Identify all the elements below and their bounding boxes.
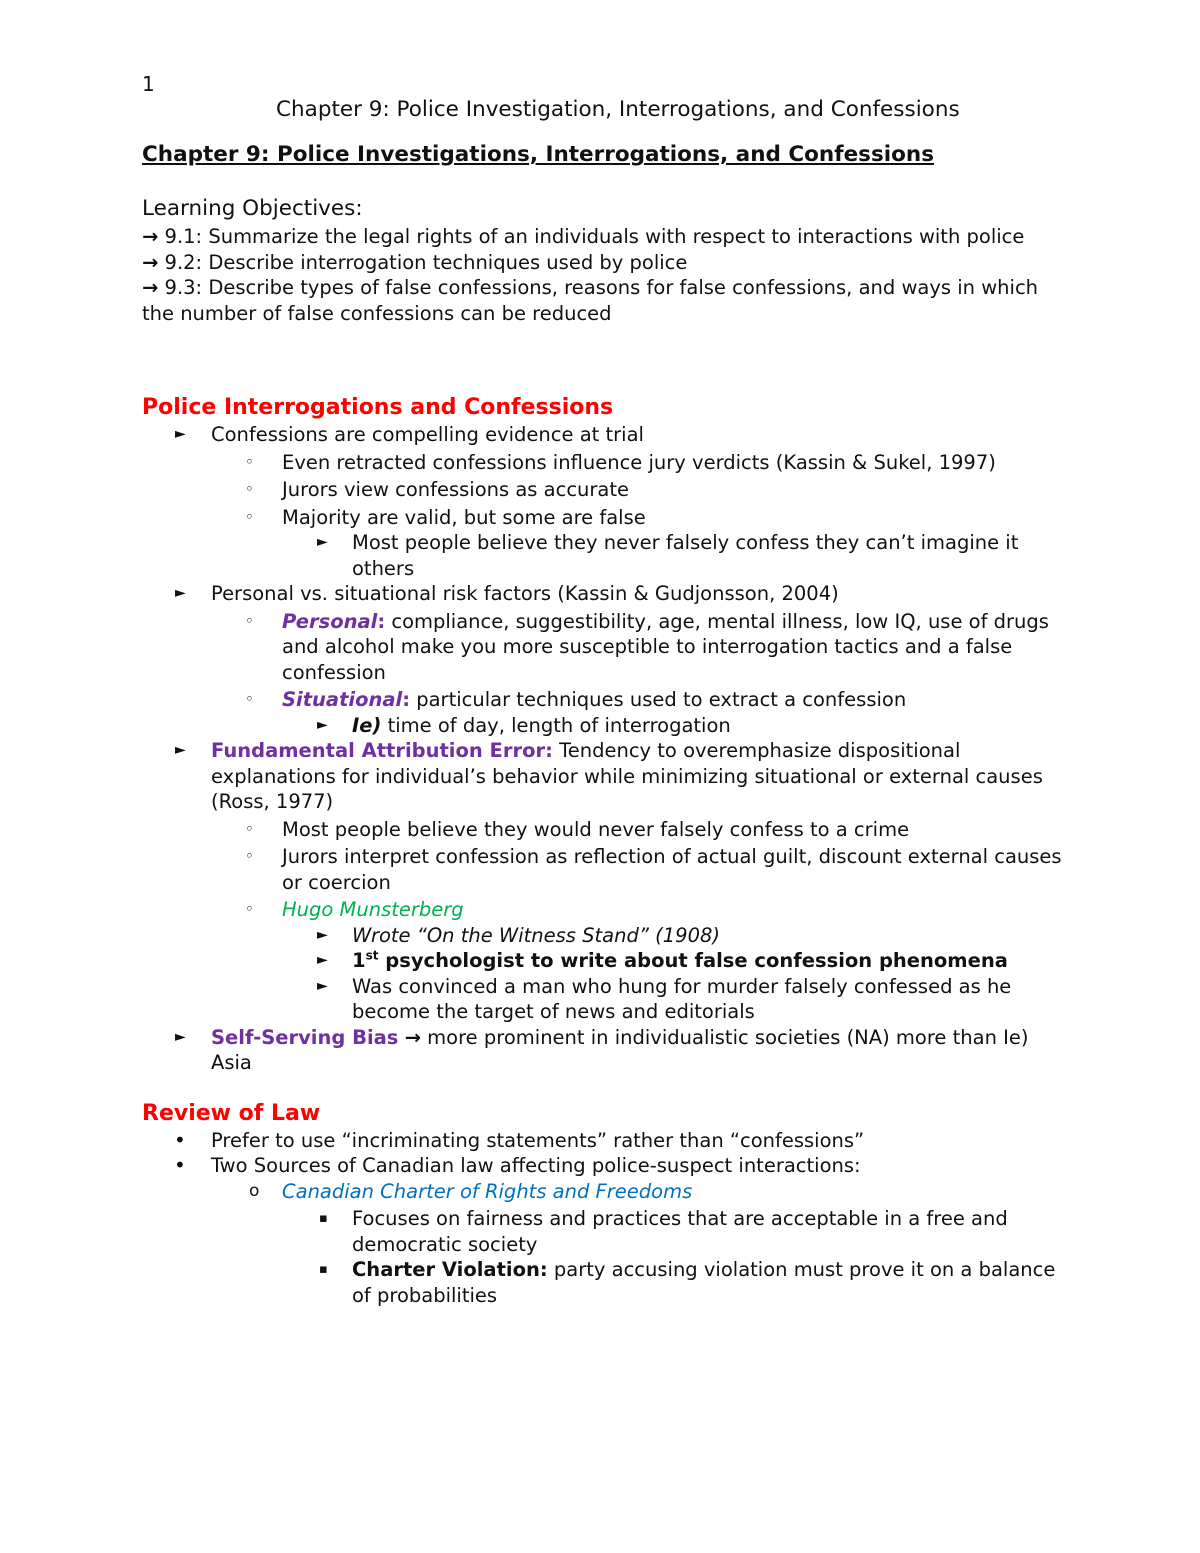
square-bullet-icon: ▪ bbox=[319, 1262, 328, 1277]
arrow-icon: → bbox=[142, 250, 159, 274]
list-item: ► Personal vs. situational risk factors (Kassin & Gudjonsson, 2004) bbox=[175, 582, 839, 605]
objective-9-2: → 9.2: Describe interrogation techniques used by police bbox=[142, 250, 688, 274]
triangle-bullet-icon: ► bbox=[317, 926, 328, 943]
square-bullet-icon: ▪ bbox=[319, 1211, 328, 1226]
document-body bbox=[142, 140, 1062, 1308]
term-charter-violation: Charter Violation: bbox=[352, 1258, 548, 1281]
list-item: ► Ie) time of day, length of interrogation bbox=[317, 713, 731, 737]
learning-objectives-heading: Learning Objectives: bbox=[142, 196, 363, 221]
term-personal: Personal bbox=[282, 609, 378, 633]
section-heading-interrogations: Police Interrogations and Confessions bbox=[142, 395, 614, 420]
circle-bullet-icon: ◦ bbox=[245, 452, 254, 471]
arrow-icon: → bbox=[404, 1025, 421, 1049]
dot-bullet-icon: • bbox=[174, 1127, 186, 1152]
list-item: ◦ Even retracted confessions influence jury verdicts (Kassin & Sukel, 1997) bbox=[245, 450, 996, 474]
running-header: Chapter 9: Police Investigation, Interrogations, and Confessions bbox=[276, 97, 960, 122]
triangle-bullet-icon: ► bbox=[175, 585, 186, 601]
triangle-bullet-icon: ► bbox=[317, 977, 328, 994]
dot-bullet-icon: • bbox=[174, 1153, 186, 1177]
list-item: • Prefer to use “incriminating statements” rather than “confessions” bbox=[174, 1127, 865, 1152]
triangle-bullet-icon: ► bbox=[317, 952, 328, 968]
triangle-bullet-icon: ► bbox=[317, 534, 328, 550]
objective-9-1: → 9.1: Summarize the legal rights of an individuals with respect to interactions with police bbox=[142, 225, 1025, 248]
list-item: ◦ Jurors interpret confession as reflection of actual guilt, discount external causes or coercion bbox=[245, 845, 1062, 894]
circle-bullet-icon: ◦ bbox=[245, 480, 254, 498]
arrow-icon: → bbox=[142, 225, 159, 248]
list-item: ◦ Most people believe they would never falsely confess to a crime bbox=[245, 817, 910, 841]
circle-bullet-icon: ◦ bbox=[245, 819, 254, 838]
triangle-bullet-icon: ► bbox=[175, 426, 186, 442]
circle-bullet-icon: ◦ bbox=[245, 690, 254, 708]
list-item: ◦ Personal: compliance, suggestibility, age, mental illness, low IQ, use of drugs and alcohol make you more susceptible to interrogation tactics and a false confession bbox=[245, 609, 1049, 684]
triangle-bullet-icon: ► bbox=[317, 716, 328, 733]
list-item bbox=[142, 897, 1062, 923]
list-item: ► Confessions are compelling evidence at trial bbox=[175, 423, 644, 446]
circle-bullet-icon: ◦ bbox=[245, 507, 254, 526]
document-title: Chapter 9: Police Investigations, Interrogations, and Confessions bbox=[142, 142, 935, 167]
circle-bullet-icon: ◦ bbox=[245, 611, 254, 630]
triangle-bullet-icon: ► bbox=[175, 1028, 186, 1045]
list-item: ► 1st psychologist to write about false confession phenomena bbox=[317, 948, 1008, 972]
term-canadian-charter: Canadian Charter of Rights and Freedoms bbox=[282, 1179, 693, 1203]
list-item: ◦ Jurors view confessions as accurate bbox=[245, 478, 630, 501]
circle-bullet-icon: o bbox=[249, 1180, 260, 1201]
list-item: • Two Sources of Canadian law affecting police-suspect interactions: bbox=[174, 1153, 861, 1177]
arrow-icon: → bbox=[142, 276, 159, 299]
list-item: ► Fundamental Attribution Error: Tendency to overemphasize dispositional explanations for individual’s behavior while minimizing situational or external causes (Ross, 1977) bbox=[175, 739, 1043, 813]
list-item bbox=[142, 1179, 1062, 1205]
term-hugo-munsterberg: Hugo Munsterberg bbox=[282, 898, 464, 921]
list-item: ► Wrote “On the Witness Stand” (1908) bbox=[317, 923, 721, 947]
circle-bullet-icon: ◦ bbox=[245, 900, 254, 918]
term-self-serving-bias: Self-Serving Bias bbox=[211, 1025, 399, 1049]
circle-bullet-icon: ◦ bbox=[245, 847, 254, 865]
term-situational: Situational bbox=[282, 688, 403, 711]
triangle-bullet-icon: ► bbox=[175, 742, 186, 758]
page-number: 1 bbox=[142, 72, 155, 96]
term-fundamental-attribution-error: Fundamental Attribution Error: bbox=[211, 739, 553, 762]
list-item: ▪ Focuses on fairness and practices that are acceptable in a free and democratic society bbox=[319, 1207, 1008, 1256]
list-item: ► Most people believe they never falsely confess they can’t imagine it others bbox=[317, 531, 1019, 580]
list-item: ▪ Charter Violation: party accusing violation must prove it on a balance of probabilities bbox=[319, 1258, 1056, 1307]
objective-9-3: → 9.3: Describe types of false confessions, reasons for false confessions, and ways in which the number of false confessions can be reduced bbox=[142, 276, 1039, 325]
list-item: ◦ Situational: particular techniques used to extract a confession bbox=[245, 688, 907, 711]
list-item: ► Was convinced a man who hung for murder falsely confessed as he become the target of news and editorials bbox=[317, 974, 1012, 1023]
list-item: ► Self-Serving Bias → more prominent in individualistic societies (NA) more than Ie) Asia bbox=[175, 1025, 1029, 1074]
list-item: ◦ Majority are valid, but some are false bbox=[245, 505, 646, 529]
section-heading-review-of-law: Review of Law bbox=[142, 1100, 321, 1126]
